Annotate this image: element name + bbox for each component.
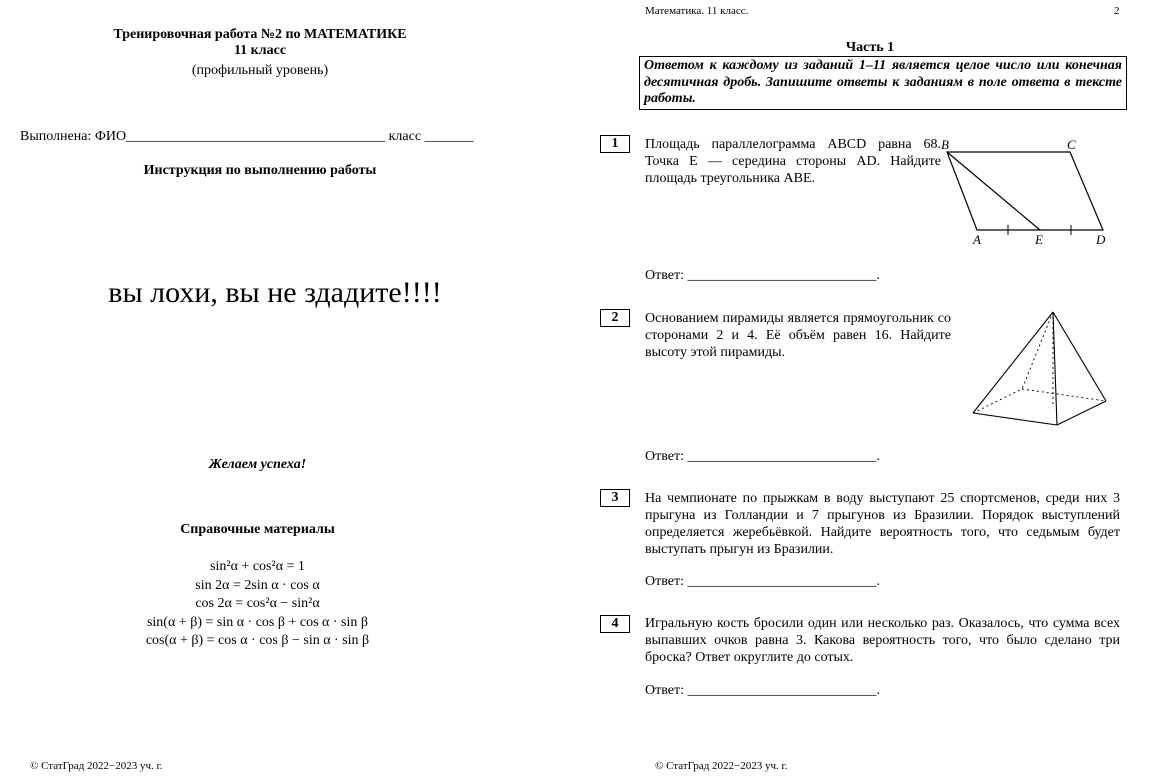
task-text: Игральную кость бросили один или несколько раз. Оказалось, что сумма всех выпавших очков равна 3. Какова вероятность того, что было сделано три броска? Ответ округлите до сотых. bbox=[645, 616, 1120, 665]
page-header: Математика. 11 класс. bbox=[645, 5, 749, 17]
label-e: E bbox=[1035, 232, 1043, 247]
task-number: 2 bbox=[600, 309, 630, 327]
answer-line: Ответ: ___________________________. bbox=[645, 268, 880, 283]
work-title-line2: 11 класс bbox=[233, 43, 287, 58]
pyramid-figure bbox=[965, 305, 1115, 430]
task-number: 1 bbox=[600, 135, 630, 153]
work-title bbox=[0, 27, 520, 59]
instruction-title: Инструкция по выполнению работы bbox=[143, 163, 377, 178]
label-a: A bbox=[973, 232, 981, 247]
formula: sin 2α = 2sin α · cos α bbox=[195, 577, 320, 593]
formula-list bbox=[0, 558, 515, 651]
part-title: Часть 1 bbox=[845, 40, 895, 55]
right-page bbox=[575, 0, 1150, 779]
work-subtitle: (профильный уровень) bbox=[191, 63, 329, 78]
label-c: C bbox=[1067, 137, 1076, 152]
formula: sin(α + β) = sin α · cos β + cos α · sin β bbox=[146, 614, 369, 630]
answer-line: Ответ: ___________________________. bbox=[645, 449, 880, 464]
answer-line: Ответ: ___________________________. bbox=[645, 574, 880, 589]
work-title-line1: Тренировочная работа №2 по МАТЕМАТИКЕ bbox=[113, 27, 407, 42]
instruction-note: Ответом к каждому из заданий 1–11 является целое число или конечная десятичная дробь. Запишите ответы к заданиям в поле ответа в тексте работы. bbox=[639, 56, 1127, 110]
fio-line: Выполнена: ФИО_____________________________________ класс _______ bbox=[20, 129, 474, 144]
formula: cos(α + β) = cos α · cos β − sin α · sin β bbox=[145, 633, 370, 648]
right-footer: © СтатГрад 2022−2023 уч. г. bbox=[655, 760, 788, 772]
label-d: D bbox=[1096, 232, 1106, 247]
answer-line: Ответ: ___________________________. bbox=[645, 683, 880, 698]
task-number: 3 bbox=[600, 489, 630, 507]
reference-title: Справочные материалы bbox=[180, 522, 335, 537]
formula: cos 2α = cos²α − sin²α bbox=[195, 596, 320, 611]
parallelogram-figure bbox=[935, 134, 1135, 249]
left-footer: © СтатГрад 2022−2023 уч. г. bbox=[30, 760, 163, 772]
task-text: Площадь параллелограмма ABCD равна 68. Точка E — середина стороны AD. Найдите площадь треугольника ABE. bbox=[645, 137, 941, 186]
task-text: Основанием пирамиды является прямоугольник со сторонами 2 и 4. Её объём равен 16. Найдите высоту этой пирамиды. bbox=[645, 311, 951, 360]
label-b: B bbox=[941, 137, 949, 152]
task-text: На чемпионате по прыжкам в воду выступают 25 спортсменов, среди них 3 прыгуна из Голландии и 7 прыгунов из Бразилии. Порядок выступлений определяется жеребьёвкой. Найдите вероятность того, что седьмым будет выступать прыгун из Бразилии. bbox=[645, 491, 1120, 557]
page-number: 2 bbox=[1114, 5, 1120, 17]
task-number: 4 bbox=[600, 615, 630, 633]
wish-text: Желаем успеха! bbox=[208, 457, 307, 472]
formula: sin²α + cos²α = 1 bbox=[210, 559, 305, 574]
big-message: вы лохи, вы не здадите!!!! bbox=[108, 276, 442, 309]
